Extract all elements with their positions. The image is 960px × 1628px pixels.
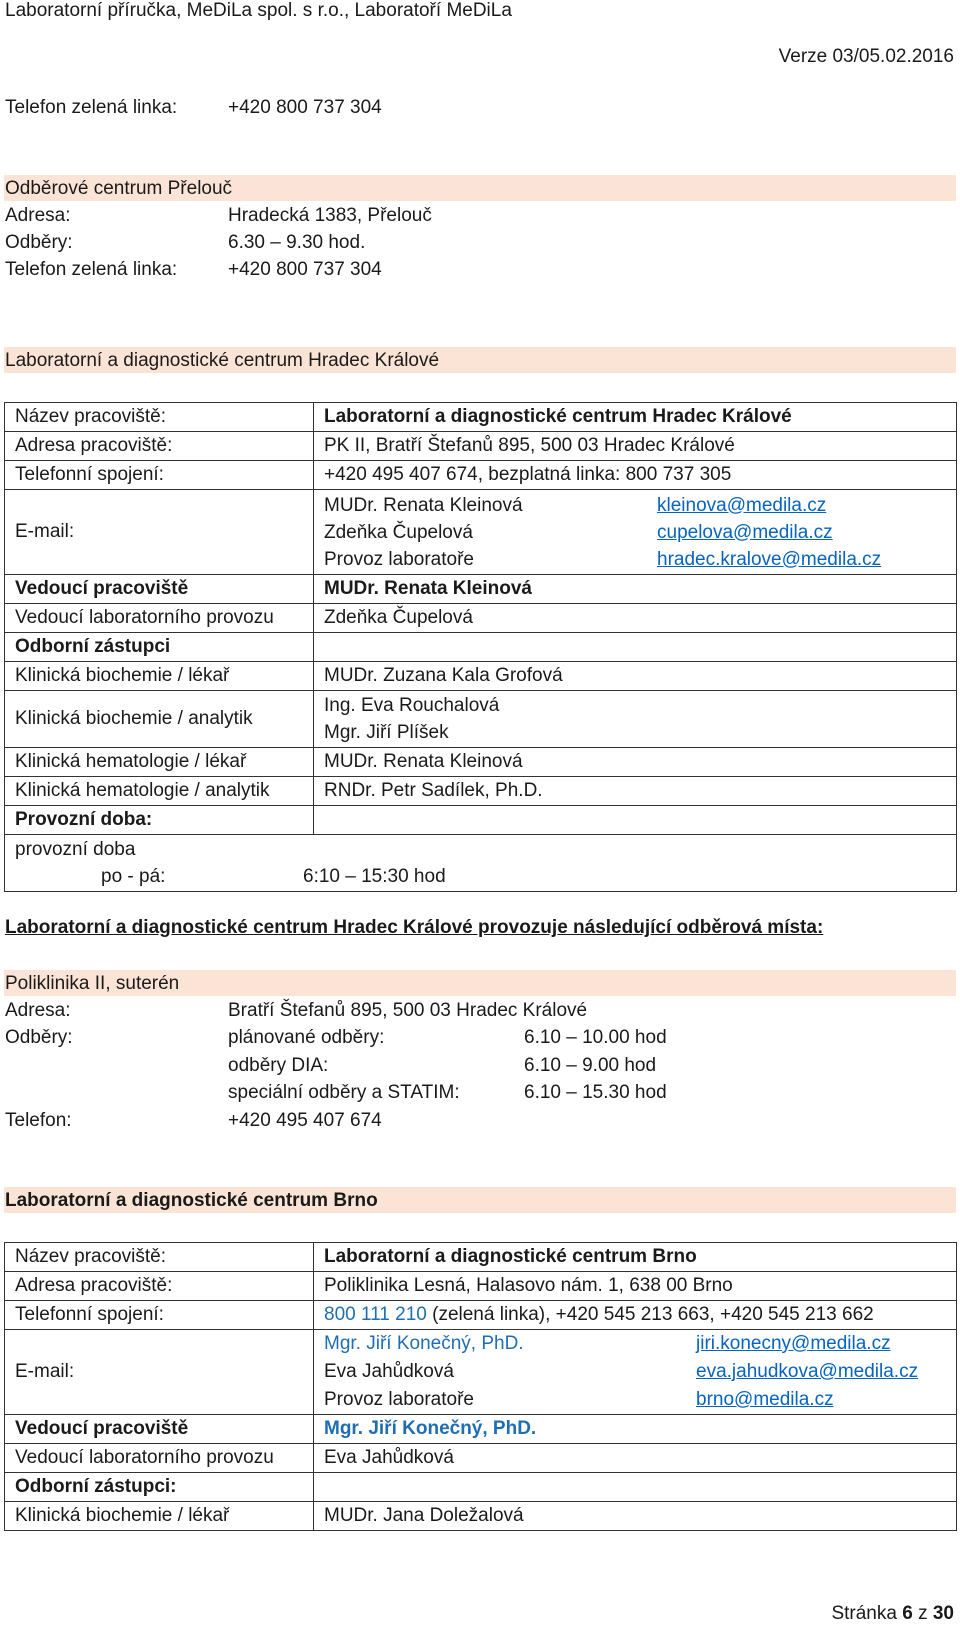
- hk-email-row: Zdeňka Čupelová cupelova@medila.cz: [324, 519, 956, 546]
- brno-head: Mgr. Jiří Konečný, PhD.: [314, 1415, 957, 1444]
- hk-hours-days: po - pá:: [101, 866, 166, 887]
- brno-info-table: [4, 1242, 957, 1531]
- hk-email-link-cupelova[interactable]: cupelova@medila.cz: [657, 521, 833, 543]
- hk-site-title: Poliklinika II, suterén: [5, 973, 180, 994]
- hk-site-phone-label: Telefon:: [5, 1110, 72, 1131]
- brno-email-row: Eva Jahůdková eva.jahudkova@medila.cz: [324, 1358, 956, 1386]
- brno-email-row: Provoz laboratoře brno@medila.cz: [324, 1386, 956, 1414]
- hk-biochem-doc-label: Klinická biochemie / lékař: [5, 662, 314, 691]
- prelouc-hours-label: Odběry:: [5, 232, 73, 253]
- brno-email-link-jahudkova[interactable]: eva.jahudkova@medila.cz: [696, 1361, 919, 1382]
- brno-addr-label: Adresa pracoviště:: [5, 1272, 314, 1301]
- hk-hema-doc-label: Klinická hematologie / lékař: [5, 748, 314, 777]
- hk-addr-label: Adresa pracoviště:: [5, 432, 314, 461]
- document-version: Verze 03/05.02.2016: [778, 46, 954, 67]
- brno-section-title: Laboratorní a diagnostické centrum Brno: [5, 1190, 378, 1211]
- hk-deputies-label: Odborní zástupci: [5, 633, 314, 662]
- hk-email-row: Provoz laboratoře hradec.kralove@medila.cz: [324, 546, 956, 573]
- hk-biochem-doc: MUDr. Zuzana Kala Grofová: [314, 662, 957, 691]
- hk-biochem-an-2: Mgr. Jiří Plíšek: [324, 722, 449, 743]
- hk-lab-head: Zdeňka Čupelová: [314, 604, 957, 633]
- hk-email-list: [314, 490, 957, 575]
- hk-email-label: E-mail:: [5, 490, 314, 575]
- hk-info-table: [4, 402, 957, 892]
- top-phone-label: Telefon zelená linka:: [5, 97, 178, 118]
- hk-site-hours-time: 6.10 – 15.30 hod: [524, 1082, 667, 1103]
- hk-head: MUDr. Renata Kleinová: [314, 575, 957, 604]
- hk-name: Laboratorní a diagnostické centrum Hradec Králové: [314, 403, 957, 432]
- hk-hema-doc: MUDr. Renata Kleinová: [314, 748, 957, 777]
- prelouc-address-label: Adresa:: [5, 205, 71, 226]
- brno-head-label: Vedoucí pracoviště: [5, 1415, 314, 1444]
- brno-name: Laboratorní a diagnostické centrum Brno: [314, 1243, 957, 1272]
- brno-name-label: Název pracoviště:: [5, 1243, 314, 1272]
- prelouc-title: Odběrové centrum Přelouč: [5, 178, 233, 199]
- hk-site-hours-label: Odběry:: [5, 1027, 73, 1048]
- brno-biochem-doc-label: Klinická biochemie / lékař: [5, 1502, 314, 1531]
- hk-hema-an-label: Klinická hematologie / analytik: [5, 777, 314, 806]
- hk-name-label: Název pracoviště:: [5, 403, 314, 432]
- brno-phone: 800 111 210 (zelená linka), +420 545 213 663, +420 545 213 662: [314, 1301, 957, 1330]
- hk-email-row: MUDr. Renata Kleinová kleinova@medila.cz: [324, 492, 956, 519]
- hk-sites-title: Laboratorní a diagnostické centrum Hradec Králové provozuje následující odběrová místa:: [5, 917, 824, 938]
- hk-site-hours-time: 6.10 – 10.00 hod: [524, 1027, 667, 1048]
- page-number: Stránka 6 z 30: [831, 1603, 954, 1624]
- hk-lab-head-label: Vedoucí laboratorního provozu: [5, 604, 314, 633]
- prelouc-phone: +420 800 737 304: [228, 259, 382, 280]
- brno-lab-head-label: Vedoucí laboratorního provozu: [5, 1444, 314, 1473]
- brno-addr: Poliklinika Lesná, Halasovo nám. 1, 638 00 Brno: [314, 1272, 957, 1301]
- brno-email-list: [314, 1330, 957, 1415]
- top-phone-value: +420 800 737 304: [228, 97, 382, 118]
- brno-phone-green: 800 111 210: [324, 1304, 427, 1325]
- brno-email-label: E-mail:: [5, 1330, 314, 1415]
- hk-biochem-an-label: Klinická biochemie / analytik: [5, 691, 314, 748]
- prelouc-hours: 6.30 – 9.30 hod.: [228, 232, 366, 253]
- brno-biochem-doc: MUDr. Jana Doležalová: [314, 1502, 957, 1531]
- prelouc-phone-label: Telefon zelená linka:: [5, 259, 178, 280]
- hk-hours-cell: [5, 835, 957, 892]
- brno-email-link-lab[interactable]: brno@medila.cz: [696, 1389, 834, 1410]
- hk-site-hours-type: plánované odběry:: [228, 1027, 385, 1048]
- document-header-title: Laboratorní příručka, MeDiLa spol. s r.o., Laboratoří MeDiLa: [5, 0, 512, 21]
- hk-email-link-lab[interactable]: hradec.kralove@medila.cz: [657, 548, 882, 570]
- hk-email-link-kleinova[interactable]: kleinova@medila.cz: [657, 494, 827, 516]
- hk-hours-sub: provozní doba: [15, 839, 136, 860]
- hk-site-hours-type: speciální odběry a STATIM:: [228, 1082, 460, 1103]
- hk-site-hours-type: odběry DIA:: [228, 1055, 329, 1076]
- hk-site-address-label: Adresa:: [5, 1000, 71, 1021]
- hk-addr: PK II, Bratří Štefanů 895, 500 03 Hradec Králové: [314, 432, 957, 461]
- brno-email-row: Mgr. Jiří Konečný, PhD. jiri.konecny@medila.cz: [324, 1330, 956, 1358]
- hk-site-hours-time: 6.10 – 9.00 hod: [524, 1055, 657, 1076]
- brno-lab-head: Eva Jahůdková: [314, 1444, 957, 1473]
- hk-head-label: Vedoucí pracoviště: [5, 575, 314, 604]
- hk-phone: +420 495 407 674, bezplatná linka: 800 737 305: [314, 461, 957, 490]
- hk-hema-an: RNDr. Petr Sadílek, Ph.D.: [314, 777, 957, 806]
- brno-deputies-label: Odborní zástupci:: [5, 1473, 314, 1502]
- hk-site-address: Bratří Štefanů 895, 500 03 Hradec Králové: [228, 1000, 588, 1021]
- hk-section-title: Laboratorní a diagnostické centrum Hradec Králové: [5, 350, 440, 371]
- hk-biochem-an-1: Ing. Eva Rouchalová: [324, 695, 500, 716]
- hk-hours-title: Provozní doba:: [5, 806, 314, 835]
- prelouc-address: Hradecká 1383, Přelouč: [228, 205, 432, 226]
- hk-site-phone: +420 495 407 674: [228, 1110, 382, 1131]
- brno-email-link-konecny[interactable]: jiri.konecny@medila.cz: [696, 1333, 891, 1354]
- brno-phone-label: Telefonní spojení:: [5, 1301, 314, 1330]
- hk-hours-time: 6:10 – 15:30 hod: [303, 866, 446, 887]
- hk-phone-label: Telefonní spojení:: [5, 461, 314, 490]
